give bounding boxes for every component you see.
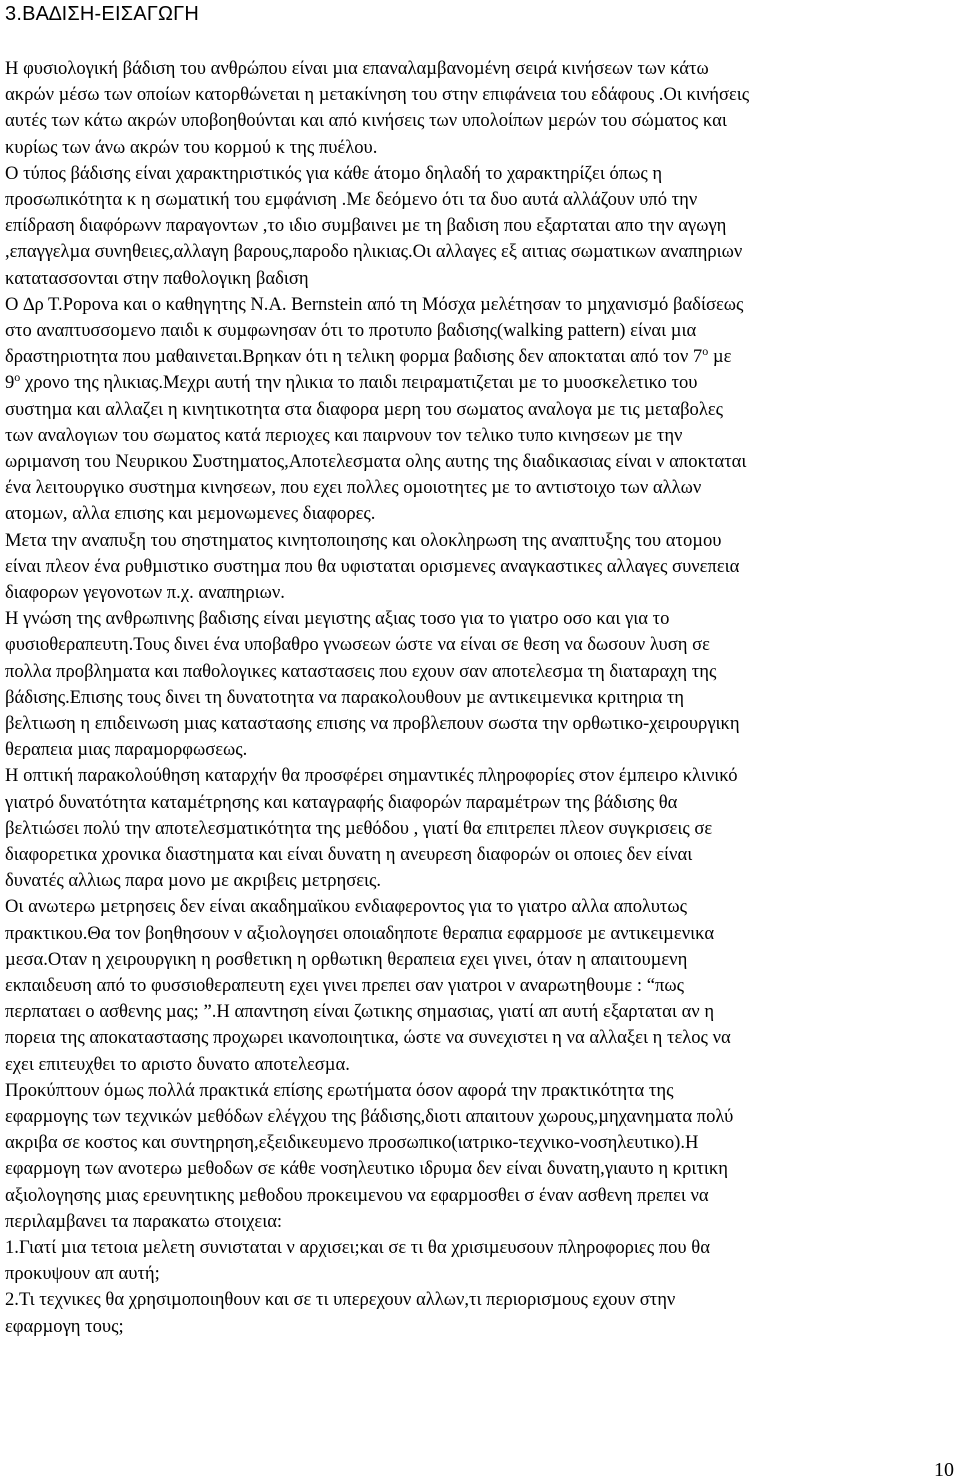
text-line bbox=[5, 108, 727, 134]
text-line bbox=[5, 344, 731, 370]
text-line bbox=[5, 266, 309, 292]
text-line-content: ατοµων, αλλα επισης και µεµονωµενες διαφορες. bbox=[5, 503, 376, 525]
text-line bbox=[5, 1025, 731, 1051]
text-line bbox=[5, 711, 740, 737]
text-line bbox=[5, 999, 714, 1025]
text-line bbox=[5, 1130, 698, 1156]
text-line bbox=[5, 685, 684, 711]
text-line bbox=[5, 973, 684, 999]
text-line-content: εχει επιτευχθει το αριστο δυνατο αποτελεσµα. bbox=[5, 1053, 350, 1075]
text-line-content: ένα λειτουργικο συστηµα κινησεων, που εχει πολλες οµοιοτητες µε το αντιστοιχο των αλλων bbox=[5, 477, 702, 499]
text-line-content: εκπαιδευση από το φυσσιοθεραπευτη εχει γινει πρεπει σαν γιατροι ν αναρωτηθουµε : “πως bbox=[5, 975, 684, 996]
text-line bbox=[5, 475, 701, 501]
text-line-content: κατατασσονται στην παθολογικη βαδιση bbox=[5, 267, 309, 289]
page-number: 10 bbox=[934, 1459, 954, 1481]
text-line-content: Ο ∆ρ Τ.Popova και ο καθηγητης Ν.Α. Bernstein από τη Μόσχα µελέτησαν το µηχανισµό βαδίσεως bbox=[5, 293, 744, 315]
text-line bbox=[5, 868, 381, 894]
text-line bbox=[5, 528, 721, 554]
text-line-content: πρακτικου.Θα τον βοηθησουν ν αξιολογησει οποιαδηποτε θεραπια εφαρµοσε µε αντικειµενικα bbox=[5, 922, 715, 944]
text-line bbox=[5, 921, 714, 947]
text-line bbox=[5, 501, 375, 527]
text-line-content: βάδισης.Επισης τους δινει τη δυνατοτητα να παρακολουθουν µε αντικειµενικα κριτηρια τη bbox=[5, 686, 685, 708]
text-line bbox=[5, 606, 669, 632]
text-line-content: πορεια της αποκαταστασης προχωρει ικανοποιητικα, ώστε να συνεχιστει η να αλλαξει η τελος να bbox=[5, 1027, 731, 1049]
text-line-content: εφαρµογη των ανοτερω µεθοδων σε κάθε νοσηλευτικο ιδρυµα δεν είναι δυνατη,γιαυτο η κριτικη bbox=[5, 1158, 728, 1180]
text-line bbox=[5, 1209, 282, 1235]
text-line-content: µεσα.Οταν η χειρουργικη η ροσθετικη η ορθωτικη θεραπεια εχει γινει, όταν η απαιτουµενη bbox=[5, 948, 688, 970]
text-line-content: φυσιοθεραπευτη.Τους δινει ένα υποβαθρο γνωσεων ώστε να είναι σε θεση να δωσουν λυση σε bbox=[5, 634, 710, 656]
text-line bbox=[5, 161, 662, 187]
text-line-content: διαφορων γεγονοτων π.χ. αναπηριων. bbox=[5, 582, 285, 603]
text-line bbox=[5, 370, 697, 396]
text-line-content: αξιολογησης µιας ερευνητικης µεθοδου προκειµενου να εφαρµοσθει σ έναν ασθενη πρεπει να bbox=[5, 1184, 709, 1206]
text-line-content: ακριβα σε κοστος και συντηρηση,εξειδικευµενο προσωπικο(ιατρικο-τεχνικο-νοσηλευτικο).Η bbox=[5, 1132, 699, 1154]
text-line-content: δυνατές αλλιως παρα µονο µε ακριβεις µετρησεις. bbox=[5, 870, 382, 892]
text-line-content: επίδραση διαφόρωνν παραγοντων ,το ιδιο συµβαινει µε τη βαδιση που εξαρταται απο την αγωγη bbox=[5, 215, 727, 237]
text-line bbox=[5, 292, 743, 318]
text-line-content: βελτιωση η επιδεινωση µιας καταστασης επισης να προβλεπουν σωστα την ορθωτικο-χειρουργικη bbox=[5, 713, 740, 734]
text-line-content: περιλαµβανει τα παρακατω στοιχεια: bbox=[5, 1210, 283, 1232]
text-line-content: προσωπικότητα κ η σωµατική του εµφάνιση .Με δεόµενο ότι τα δυο αυτά αλλάζουν υπό την bbox=[5, 189, 698, 210]
text-line-content: ωριµανση του Νευρικου Συστηµατος,Αποτελεσµατα ολης αυτης της διαδικασιας είναι ν αποκταται bbox=[5, 451, 747, 472]
text-line-content: Προκύπτουν όµως πολλά πρακτικά επίσης ερωτήµατα όσον αφορά την πρακτικότητα της bbox=[5, 1079, 674, 1101]
text-line bbox=[5, 894, 687, 920]
text-line bbox=[5, 580, 285, 606]
text-line bbox=[5, 632, 710, 658]
text-line-content: Μετα την αναπυξη του σηστηµατος κινητοποιησης και ολοκληρωση της αναπτυξης του ατοµου bbox=[5, 529, 722, 551]
text-line-content: περπαταει ο ασθενης µας; ”.Η απαντηση είναι ζωτικης σηµασιας, γιατί απ αυτή εξαρταται αν η bbox=[5, 1001, 715, 1023]
text-line-content: αυτές των κάτω ακρών υποβοηθούνται και από κινήσεις των υπολοίπων µερών του σώµατος και bbox=[5, 110, 727, 132]
text-line bbox=[5, 56, 709, 82]
text-line bbox=[5, 790, 677, 816]
text-line bbox=[5, 213, 726, 239]
text-line-content: ακρών µέσω των οποίων κατορθώνεται η µετακίνηση του στην επιφάνεια του εδάφους .Οι κινήσεις bbox=[5, 84, 750, 106]
text-line bbox=[5, 239, 742, 265]
text-line-content: εφαρµογη τους; bbox=[5, 1315, 124, 1337]
superscript: ο bbox=[702, 344, 709, 359]
text-line-content: των αναλογιων του σωµατος κατά περιοχες και παιρνουν τον τελικο τυπο κινησεων µε την bbox=[5, 424, 683, 446]
text-line bbox=[5, 1183, 709, 1209]
text-line-content: κυρίως των άνω ακρών του κορµού κ της πυέλου. bbox=[5, 136, 378, 158]
text-line bbox=[5, 737, 247, 763]
text-line-content: συστηµα και αλλαζει η κινητικοτητα στα διαφορα µερη του σωµατος αναλογα µε τις µεταβολες bbox=[5, 398, 724, 420]
text-line bbox=[5, 423, 682, 449]
text-line bbox=[5, 1078, 674, 1104]
text-line-continuation: µε bbox=[708, 346, 732, 368]
text-line bbox=[5, 947, 687, 973]
text-line-content: Οι ανωτερω µετρησεις δεν είναι ακαδηµαϊκου ενδιαφεροντος για το γιατρο αλλα απολυτως bbox=[5, 896, 687, 918]
text-line bbox=[5, 842, 692, 868]
text-line bbox=[5, 659, 716, 685]
text-line bbox=[5, 554, 739, 580]
text-line-content: είναι πλεον ένα ρυθµιστικο συστηµα που θα υφισταται ορισµενες αναγκαστικες αλλαγες συνεπεια bbox=[5, 555, 740, 577]
text-line bbox=[5, 187, 697, 213]
text-line bbox=[5, 1052, 350, 1078]
text-line bbox=[5, 397, 723, 423]
text-line bbox=[5, 1235, 710, 1261]
text-line bbox=[5, 449, 746, 475]
text-line-content: 9 bbox=[5, 372, 15, 394]
text-line-content: Η γνώση της ανθρωπινης βαδισης είναι µεγιστης αξιας τοσο για το γιατρο οσο και για το bbox=[5, 608, 670, 630]
text-line bbox=[5, 82, 749, 108]
text-line-content: 2.Τι τεχνικες θα χρησιµοποιηθουν και σε τι υπερεχουν αλλων,τι περιορισµους εχουν στην bbox=[5, 1289, 676, 1311]
text-line bbox=[5, 1287, 675, 1313]
superscript: ο bbox=[14, 370, 21, 385]
text-line bbox=[5, 135, 377, 161]
text-line-content: στο αναπτυσσοµενο παιδι κ συµφωνησαν ότι το προτυπο βαδισης(walking pattern) είναι µια bbox=[5, 320, 697, 341]
text-line-content: Η φυσιολογική βάδιση του ανθρώπου είναι µια επαναλαµβανοµένη σειρά κινήσεων των κάτω bbox=[5, 58, 709, 79]
text-line-content: γιατρό δυνατότητα καταµέτρησης και καταγραφής διαφορών παραµέτρων της βάδισης θα bbox=[5, 791, 678, 813]
text-line-content: προκυψουν απ αυτή; bbox=[5, 1263, 160, 1285]
text-line-content: βελτιώσει πολύ την αποτελεσµατικότητα της µεθόδου , γιατί θα επιτρεπει πλεον συγκρισεις σε bbox=[5, 817, 713, 839]
text-line-content: ,επαγγελµα συνηθειες,αλλαγη βαρους,παροδο ηλικιας.Οι αλλαγες εξ αιτιας σωµατικων αναπηριων bbox=[5, 241, 743, 263]
text-line-content: θεραπεια µιας παραµορφωσεως. bbox=[5, 739, 248, 761]
text-line-content: δραστηριοτητα που µαθαινεται.Βρηκαν ότι η τελικη φορµα βαδισης δεν αποκταται από τον 7 bbox=[5, 346, 703, 368]
text-line-content: διαφορετικα χρονικα διαστηµατα και είναι δυνατη η ανευρεση διαφορών οι οποιες δεν είναι bbox=[5, 844, 693, 865]
text-line-continuation: χρονο της ηλικιας.Μεχρι αυτή την ηλικια το παιδι πειραµατιζεται µε το µυοσκελετικο του bbox=[20, 372, 698, 394]
text-line bbox=[5, 816, 712, 842]
text-line bbox=[5, 1156, 728, 1182]
text-line bbox=[5, 318, 696, 344]
text-line bbox=[5, 1314, 124, 1340]
text-line-content: εφαρµογης των τεχνικών µεθόδων ελέγχου της βάδισης,διοτι απαιτουν χωρους,µηχανηµατα πολύ bbox=[5, 1106, 734, 1127]
text-line-content: πολλα προβληµατα και παθολογικες καταστασεις που εχουν σαν αποτελεσµα τη διαταραχη της bbox=[5, 660, 717, 682]
section-heading: 3.ΒΑ∆ΙΣΗ-ΕΙΣΑΓΩΓΗ bbox=[5, 3, 200, 25]
text-line bbox=[5, 1104, 733, 1130]
text-line-content: Ο τύπος βάδισης είναι χαρακτηριστικός για κάθε άτοµο δηλαδή το χαρακτηρίζει όπως η bbox=[5, 162, 663, 184]
text-line bbox=[5, 763, 738, 789]
text-line bbox=[5, 1261, 160, 1287]
text-line-content: 1.Γιατί µια τετοια µελετη συνισταται ν αρχισει;και σε τι θα χρισιµευσουν πληροφοριες που θα bbox=[5, 1237, 710, 1258]
text-line-content: Η οπτική παρακολούθηση καταρχήν θα προσφέρει σηµαντικές πληροφορίες στον έµπειρο κλινικό bbox=[5, 765, 738, 787]
